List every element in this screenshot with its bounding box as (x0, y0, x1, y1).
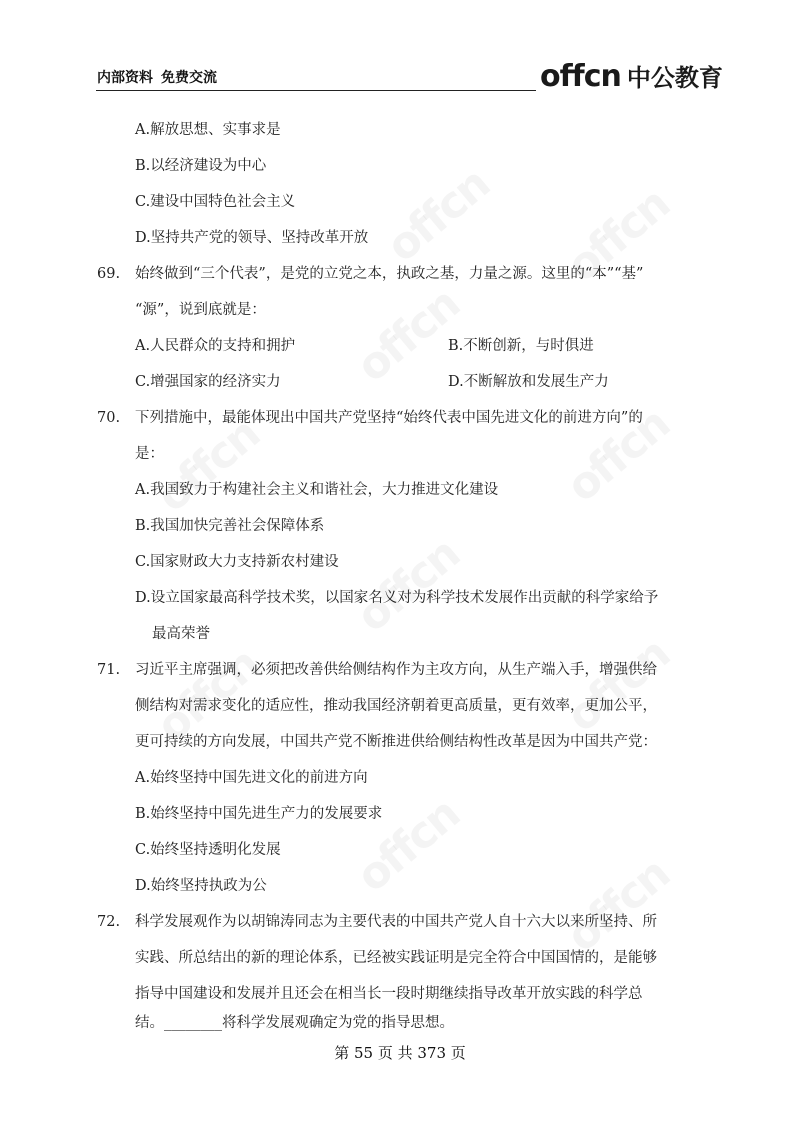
q70-option-a: A.我国致力于构建社会主义和谐社会，大力推进文化建设 (135, 482, 499, 498)
q70-option-d: D.设立国家最高科学技术奖，以国家名义对为科学技术发展作出贡献的科学家给予 (135, 590, 659, 606)
q71-option-b: B.始终坚持中国先进生产力的发展要求 (135, 806, 383, 822)
q68-option-b: B.以经济建设为中心 (135, 158, 267, 174)
q68-option-a: A.解放思想、实事求是 (135, 122, 281, 138)
q69-option-c: C.增强国家的经济实力 (135, 374, 281, 390)
q71-option-a: A.始终坚持中国先进文化的前进方向 (135, 770, 368, 786)
q72-stem-line-1: 科学发展观作为以胡锦涛同志为主要代表的中国共产党人自十六大以来所坚持、所 (135, 914, 657, 930)
page-footer: 第 55 页 共 373 页 (334, 1044, 466, 1062)
q68-option-c: C.建设中国特色社会主义 (135, 194, 296, 210)
q72-stem-line-3: 指导中国建设和发展并且还会在相当长一段时期继续指导改革开放实践的科学总 (135, 986, 643, 1002)
logo-brand-cn: 中公教育 (626, 64, 723, 92)
q69-stem-line-2: “源”，说到底就是： (135, 302, 266, 318)
header-label-free: 免费交流 (161, 70, 217, 86)
logo-brand: offcn (540, 59, 621, 94)
q69-option-d: D.不断解放和发展生产力 (448, 374, 609, 390)
q71-number: 71. (97, 662, 121, 678)
q71-option-c: C.始终坚持透明化发展 (135, 842, 281, 858)
q70-option-d-continued: 最高荣誉 (152, 626, 210, 642)
q70-stem-line-2: 是： (135, 446, 164, 462)
q71-option-d: D.始终坚持执政为公 (135, 878, 267, 894)
q70-number: 70. (97, 410, 121, 426)
q71-stem-line-2: 侧结构对需求变化的适应性，推动我国经济朝着更高质量，更有效率，更加公平， (135, 698, 657, 714)
q69-option-b: B.不断创新，与时俱进 (448, 338, 594, 354)
q70-stem-line-1: 下列措施中，最能体现出中国共产党坚持“始终代表中国先进文化的前进方向”的 (135, 410, 643, 426)
q72-number: 72. (97, 914, 121, 930)
q69-number: 69. (97, 266, 121, 282)
q71-stem-line-1: 习近平主席强调，必须把改善供给侧结构作为主攻方向，从生产端入手，增强供给 (135, 662, 657, 678)
q72-stem-line-4: 结。________将科学发展观确定为党的指导思想。 (135, 1015, 454, 1031)
q69-stem-line-1: 始终做到“三个代表”，是党的立党之本，执政之基，力量之源。这里的“本”“基” (135, 266, 644, 282)
q72-stem-line-2: 实践、所总结出的新的理论体系，已经被实践证明是完全符合中国国情的，是能够 (135, 950, 657, 966)
q69-option-a: A.人民群众的支持和拥护 (135, 338, 296, 354)
q70-option-b: B.我国加快完善社会保障体系 (135, 518, 325, 534)
header-label-internal: 内部资料 (97, 70, 153, 86)
q68-option-d: D.坚持共产党的领导、坚持改革开放 (135, 230, 369, 246)
q71-stem-line-3: 更可持续的方向发展，中国共产党不断推进供给侧结构性改革是因为中国共产党： (135, 734, 657, 750)
q70-option-c: C.国家财政大力支持新农村建设 (135, 554, 339, 570)
